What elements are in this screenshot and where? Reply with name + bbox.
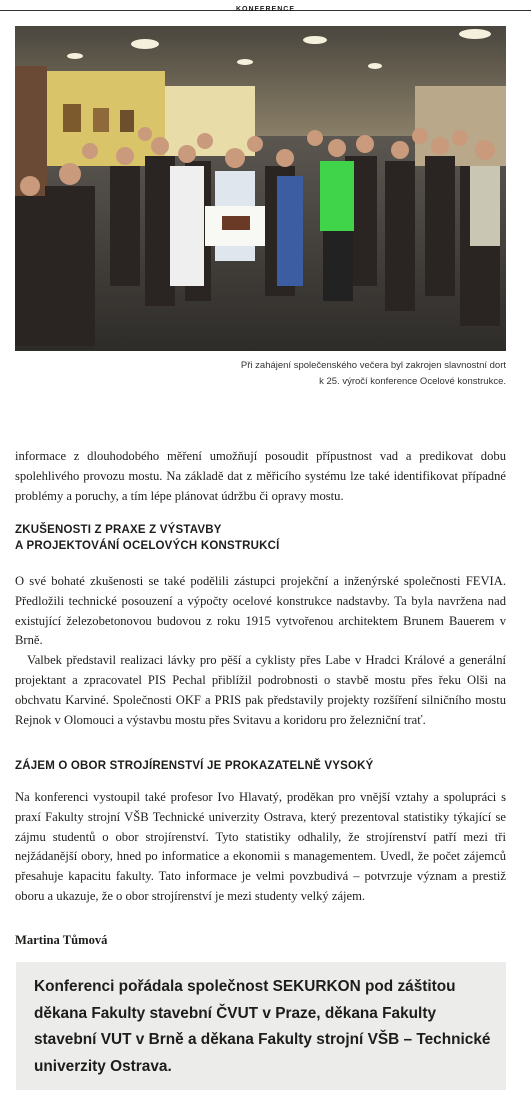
section1-heading [15, 522, 506, 554]
group-photo-illustration [15, 26, 506, 351]
intro-paragraph: informace z dlouhodobého měření umožňují posoudit přípustnost vad a predikovat dobu spolehlivého provozu mostu. Na základě dat z měřicího systému lze také identifikovat případné problémy a poruchy, a tím lépe plánovat údržbu či opravy mostu. [15, 449, 506, 503]
section-label: KONFERENCE [235, 6, 295, 13]
organizer-callout-box [16, 962, 506, 1090]
photo-caption [120, 358, 506, 390]
section1-heading-line-1: ZKUŠENOSTI Z PRAXE Z VÝSTAVBY [15, 524, 222, 536]
section2-heading-text: ZÁJEM O OBOR STROJÍRENSTVÍ JE PROKAZATELNĚ VYSOKÝ [15, 760, 374, 772]
photo-caption-line-1: Při zahájení společenského večera byl zakrojen slavnostní dort [240, 360, 506, 371]
organizer-callout-text: Konferenci pořádala společnost SEKURKON pod záštitou děkana Fakulty stavební ČVUT v Praze, děkana Fakulty stavební VUT v Brně a děkana Fakulty strojní VŠB – Technické univerzity Ostrava. [34, 978, 491, 1075]
intro-paragraph-block [15, 447, 506, 506]
section1-paragraph-2: Valbek představil realizaci lávky pro pěší a cyklisty přes Labe v Hradci Králové a generální projektant a zpracovatel PIS Pechal přiblížil podrobnosti o stavbě mostu přes řeku Olši na obchvatu Karviné. Společnosti OKF a PRIS pak představily projekty rozšíření silničního mostu Rejnok v Olomouci a výstavbu mostu přes Svitavu a koridoru pro železniční trať. [15, 653, 506, 727]
group-photo [15, 26, 506, 351]
section2-body [15, 788, 506, 907]
section1-heading-line-2: A PROJEKTOVÁNÍ OCELOVÝCH KONSTRUKCÍ [15, 540, 280, 552]
section1-body [15, 572, 506, 730]
photo-caption-line-2: k 25. výročí konference Ocelové konstrukce. [319, 376, 506, 387]
section2-paragraph-1: Na konferenci vystoupil také profesor Ivo Hlavatý, proděkan pro vnější vztahy a spolupráci s praxí Fakulty strojní VŠB Technické univerzity Ostrava, který prezentoval statistiky týkající se zájmu studentů o obor strojírenství. Tyto statistiky odhalily, že strojírenství patří mezi tři nejžádanější obory, hned po informatice a ekonomii s managementem. Uvedl, že počet zájemců přesahuje kapacitu fakulty. Tato informace je velmi povzbudivá – potvrzuje význam a prestiž oboru a ukazuje, že o obor strojírenství je mezi studenty velký zájem. [15, 790, 506, 903]
article-author: Martina Tůmová [15, 933, 108, 947]
section2-heading [15, 758, 506, 774]
section-header [0, 0, 531, 11]
section1-paragraph-1: O své bohaté zkušenosti se také podělili zástupci projekční a inženýrské společnosti FEVIA. Předložili technické posouzení a výpočty ocelové konstrukce nadstavby. Ta byla navržena nad existující železobetonovou budovou z roku 1915 vytvořenou architektem Brunem Bauerem v Brně. [15, 574, 506, 648]
